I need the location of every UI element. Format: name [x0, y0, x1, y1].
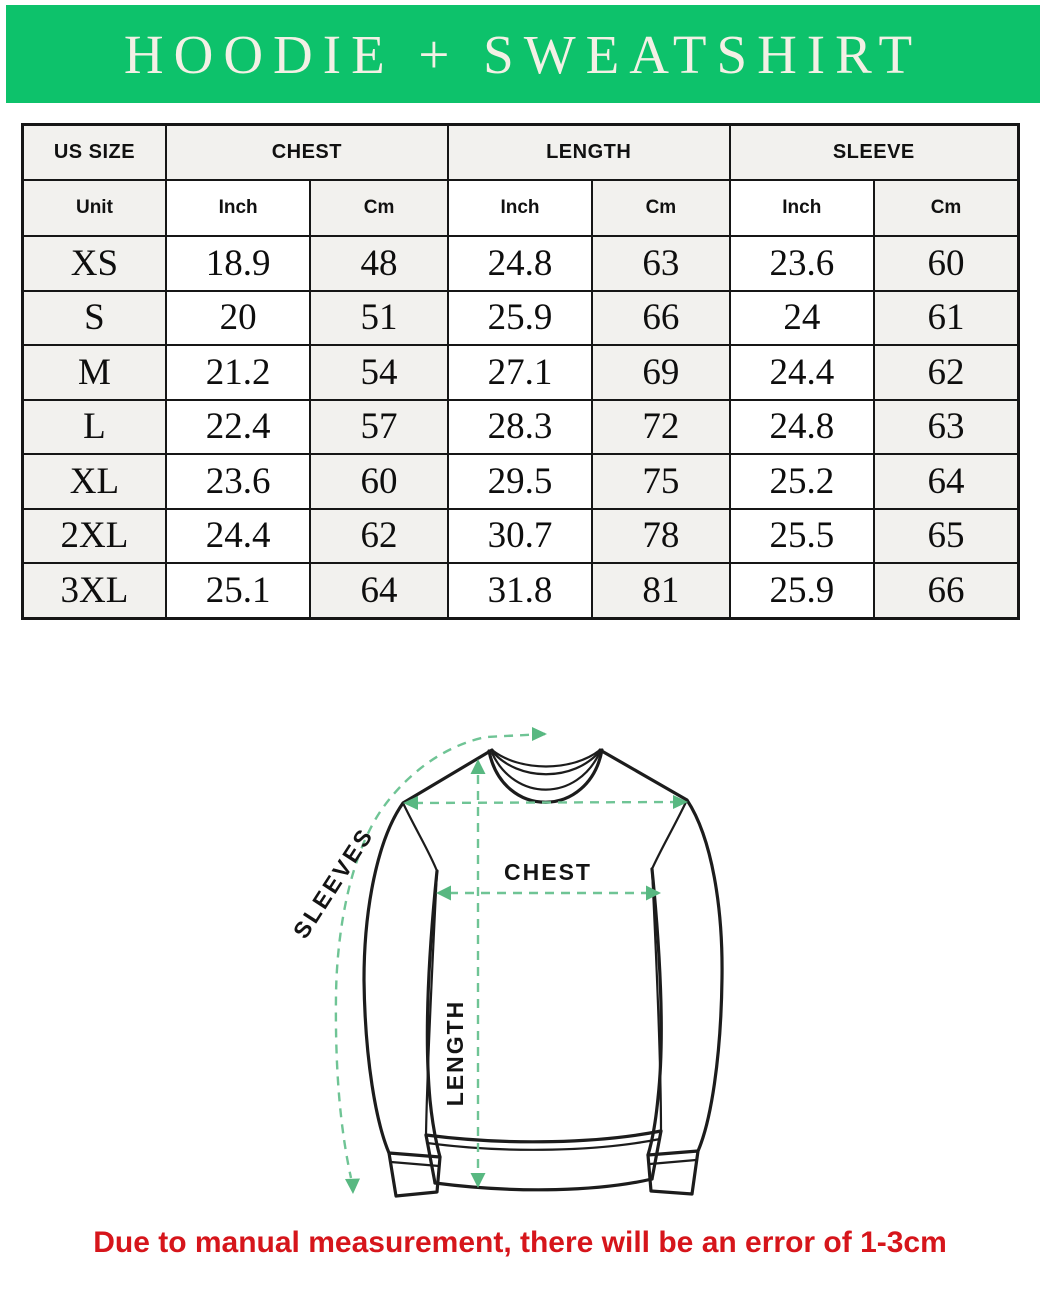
measurement-cell: 25.1 — [166, 563, 310, 618]
measurement-cell: 78 — [592, 509, 729, 564]
arrow-down-icon — [345, 1179, 360, 1195]
unit-header: Unit — [23, 180, 166, 236]
measurement-cell: 25.9 — [448, 291, 592, 346]
sleeves-label: SLEEVES — [287, 822, 379, 944]
table-unit-row — [23, 180, 1019, 236]
measurement-cell: 57 — [310, 400, 447, 455]
measurement-cell: 72 — [592, 400, 729, 455]
sleeve-inch-header: Inch — [730, 180, 874, 236]
arrow-right-icon — [532, 727, 547, 741]
col-header-sleeve: SLEEVE — [730, 125, 1019, 181]
measurement-cell: 27.1 — [448, 345, 592, 400]
size-chart-table — [21, 123, 1020, 620]
measurement-cell: 62 — [310, 509, 447, 564]
measurement-cell: 23.6 — [166, 454, 310, 509]
sleeve-cm-header: Cm — [874, 180, 1018, 236]
size-cell: M — [23, 345, 166, 400]
measurement-cell: 28.3 — [448, 400, 592, 455]
measurement-cell: 69 — [592, 345, 729, 400]
size-cell: XS — [23, 236, 166, 291]
chest-inch-header: Inch — [166, 180, 310, 236]
chest-measure-line — [436, 859, 661, 901]
measurement-cell: 24.8 — [730, 400, 874, 455]
col-header-us-size: US SIZE — [23, 125, 166, 181]
chest-cm-header: Cm — [310, 180, 447, 236]
size-chart-container — [21, 123, 1020, 620]
sweatshirt-diagram-svg — [0, 680, 1040, 1260]
table-row — [23, 509, 1019, 564]
measurement-cell: 75 — [592, 454, 729, 509]
measurement-cell: 64 — [874, 454, 1018, 509]
measurement-cell: 63 — [874, 400, 1018, 455]
shoulder-measure-line — [403, 795, 688, 810]
size-cell: S — [23, 291, 166, 346]
sweatshirt-measurement-diagram — [0, 680, 1040, 1260]
measurement-error-note: Due to manual measurement, there will be an error of 1-3cm — [93, 1226, 947, 1259]
measurement-cell: 22.4 — [166, 400, 310, 455]
measurement-cell: 25.9 — [730, 563, 874, 618]
measurement-cell: 62 — [874, 345, 1018, 400]
measurement-cell: 24 — [730, 291, 874, 346]
page-title: HOODIE + SWEATSHIRT — [123, 23, 923, 85]
size-cell: L — [23, 400, 166, 455]
table-row — [23, 400, 1019, 455]
measurement-cell: 25.5 — [730, 509, 874, 564]
measurement-cell: 29.5 — [448, 454, 592, 509]
length-measure-line — [442, 759, 486, 1188]
col-header-length: LENGTH — [448, 125, 730, 181]
measurement-cell: 63 — [592, 236, 729, 291]
measurement-cell: 20 — [166, 291, 310, 346]
measurement-cell: 54 — [310, 345, 447, 400]
measurement-cell: 60 — [310, 454, 447, 509]
col-header-chest: CHEST — [166, 125, 448, 181]
measurement-cell: 30.7 — [448, 509, 592, 564]
arrow-left-icon — [436, 886, 451, 901]
measurement-cell: 21.2 — [166, 345, 310, 400]
table-header-row — [23, 125, 1019, 181]
measurement-cell: 65 — [874, 509, 1018, 564]
measurement-cell: 24.4 — [166, 509, 310, 564]
measurement-cell: 24.8 — [448, 236, 592, 291]
measurement-cell: 51 — [310, 291, 447, 346]
size-cell: 2XL — [23, 509, 166, 564]
measurement-cell: 24.4 — [730, 345, 874, 400]
table-row — [23, 454, 1019, 509]
title-banner — [6, 5, 1040, 103]
table-row — [23, 345, 1019, 400]
size-cell: XL — [23, 454, 166, 509]
length-cm-header: Cm — [592, 180, 729, 236]
measurement-cell: 64 — [310, 563, 447, 618]
table-row — [23, 236, 1019, 291]
chest-label: CHEST — [504, 859, 592, 885]
measurement-cell: 31.8 — [448, 563, 592, 618]
length-label: LENGTH — [442, 999, 468, 1107]
measurement-cell: 25.2 — [730, 454, 874, 509]
length-inch-header: Inch — [448, 180, 592, 236]
measurement-cell: 18.9 — [166, 236, 310, 291]
size-cell: 3XL — [23, 563, 166, 618]
table-row — [23, 291, 1019, 346]
measurement-cell: 48 — [310, 236, 447, 291]
measurement-cell: 66 — [592, 291, 729, 346]
measurement-cell: 81 — [592, 563, 729, 618]
measurement-cell: 23.6 — [730, 236, 874, 291]
measurement-cell: 66 — [874, 563, 1018, 618]
measurement-cell: 60 — [874, 236, 1018, 291]
measurement-cell: 61 — [874, 291, 1018, 346]
table-row — [23, 563, 1019, 618]
sweatshirt-outline — [364, 750, 722, 1196]
